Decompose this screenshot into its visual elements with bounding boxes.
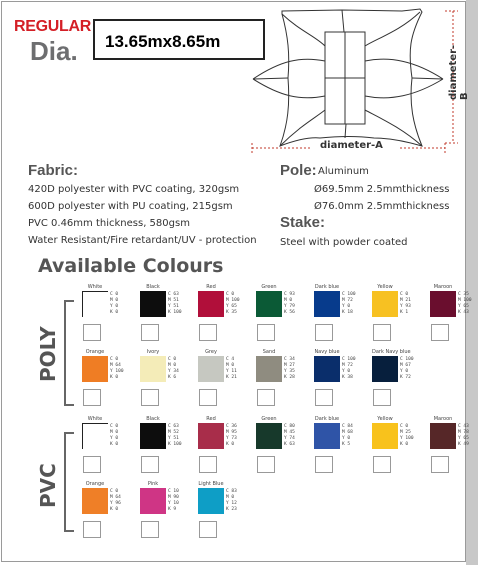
colour-swatch[interactable] — [82, 291, 108, 317]
colour-name: Sand — [262, 349, 276, 355]
fabric-title: Fabric: — [28, 162, 79, 179]
colour-swatch[interactable] — [372, 356, 398, 382]
colour-swatch[interactable] — [256, 291, 282, 317]
colour-name: Light Blue — [198, 481, 224, 487]
diameter-b-label: diameter-B — [448, 44, 470, 100]
colour-name: Red — [206, 416, 216, 422]
cmyk-values: C 0 M 0 Y 0 K 0 — [110, 292, 119, 315]
colour-name: Dark Navy blue — [372, 349, 411, 355]
cmyk-values: C 100 M 67 Y 0 K 72 — [400, 357, 414, 380]
colour-swatch[interactable] — [372, 423, 398, 449]
cmyk-values: C 10 M 90 Y 10 K 9 — [168, 489, 179, 512]
colour-swatch[interactable] — [256, 356, 282, 382]
cmyk-values: C 93 M 0 Y 79 K 56 — [284, 292, 295, 315]
colour-swatch[interactable] — [140, 488, 166, 514]
colour-checkbox[interactable] — [141, 456, 159, 473]
colour-checkbox[interactable] — [373, 389, 391, 406]
colour-name: Maroon — [433, 284, 453, 290]
stake-title: Stake: — [280, 214, 326, 231]
regular-badge: REGULAR — [14, 18, 92, 35]
colour-name: Grey — [205, 349, 217, 355]
pvc-bracket — [64, 432, 74, 532]
colour-name: Pink — [147, 481, 159, 487]
cmyk-values: C 0 M 21 Y 93 K 1 — [400, 292, 411, 315]
colour-checkbox[interactable] — [431, 456, 449, 473]
colour-name: Dark blue — [314, 284, 340, 290]
colour-name: Orange — [85, 481, 105, 487]
colour-checkbox[interactable] — [199, 389, 217, 406]
cmyk-values: C 100 M 72 Y 0 K 18 — [342, 292, 356, 315]
cmyk-values: C 4 M 0 Y 11 K 21 — [226, 357, 237, 380]
cmyk-values: C 83 M 0 Y 12 K 23 — [226, 489, 237, 512]
cmyk-values: C 84 M 68 Y 0 K 5 — [342, 424, 353, 447]
colour-name: Maroon — [433, 416, 453, 422]
cmyk-values: C 63 M 52 Y 51 K 100 — [168, 424, 182, 447]
colour-swatch[interactable] — [314, 423, 340, 449]
colour-name: White — [87, 284, 103, 290]
cmyk-values: C 80 M 45 Y 74 K 63 — [284, 424, 295, 447]
colour-swatch[interactable] — [372, 291, 398, 317]
colour-name: Orange — [85, 349, 105, 355]
pole-line-2: Ø76.0mm 2.5mmthickness — [314, 201, 450, 212]
pole-line-1: Ø69.5mm 2.5mmthickness — [314, 184, 450, 195]
colour-swatch[interactable] — [314, 356, 340, 382]
colour-name: Black — [146, 416, 160, 422]
colour-swatch[interactable] — [140, 423, 166, 449]
colour-checkbox[interactable] — [257, 456, 275, 473]
dimension-value: 13.65mx8.65m — [105, 32, 221, 51]
diameter-a-label: diameter-A — [320, 140, 383, 151]
cmyk-values: C 36 M 95 Y 73 K 0 — [226, 424, 237, 447]
colour-checkbox[interactable] — [83, 456, 101, 473]
dia-label: Dia. — [30, 36, 78, 66]
fabric-line-4: Water Resistant/Fire retardant/UV - protection — [28, 235, 257, 246]
poly-bracket — [64, 300, 74, 406]
stake-desc: Steel with powder coated — [280, 237, 408, 248]
colour-checkbox[interactable] — [257, 324, 275, 341]
pole-title: Pole: — [280, 162, 317, 179]
colour-name: Yellow — [377, 416, 393, 422]
cmyk-values: C 63 M 51 Y 51 K 100 — [168, 292, 182, 315]
fabric-line-1: 420D polyester with PVC coating, 320gsm — [28, 184, 240, 195]
colour-name: Red — [206, 284, 216, 290]
colour-checkbox[interactable] — [199, 456, 217, 473]
fabric-line-2: 600D polyester with PU coating, 215gsm — [28, 201, 233, 212]
colour-name: Green — [261, 284, 277, 290]
tent-diagram — [240, 6, 466, 156]
poly-label: POLY — [36, 326, 60, 382]
cmyk-values: C 0 M 0 Y 34 K 6 — [168, 357, 179, 380]
cmyk-values: C 0 M 100 Y 65 K 35 — [226, 292, 240, 315]
cmyk-values: C 100 M 72 Y 0 K 38 — [342, 357, 356, 380]
colour-name: Dark blue — [314, 416, 340, 422]
colour-swatch[interactable] — [314, 291, 340, 317]
colour-name: Yellow — [377, 284, 393, 290]
colour-name: Green — [261, 416, 277, 422]
cmyk-values: C 0 M 64 Y 100 K 0 — [110, 357, 124, 380]
colour-swatch[interactable] — [198, 356, 224, 382]
colour-checkbox[interactable] — [83, 324, 101, 341]
colour-swatch[interactable] — [430, 423, 456, 449]
colour-swatch[interactable] — [82, 488, 108, 514]
colour-swatch[interactable] — [256, 423, 282, 449]
cmyk-values: C 43 M 78 Y 65 K 49 — [458, 424, 469, 447]
colour-checkbox[interactable] — [373, 456, 391, 473]
colour-checkbox[interactable] — [141, 389, 159, 406]
colour-swatch[interactable] — [198, 423, 224, 449]
colour-swatch[interactable] — [198, 488, 224, 514]
colour-swatch[interactable] — [82, 423, 108, 449]
colour-checkbox[interactable] — [83, 389, 101, 406]
colour-checkbox[interactable] — [141, 521, 159, 538]
colour-swatch[interactable] — [140, 291, 166, 317]
colour-swatch[interactable] — [82, 356, 108, 382]
colour-swatch[interactable] — [198, 291, 224, 317]
colour-swatch[interactable] — [430, 291, 456, 317]
colours-title: Available Colours — [38, 255, 224, 277]
colour-checkbox[interactable] — [141, 324, 159, 341]
colour-checkbox[interactable] — [83, 521, 101, 538]
cmyk-values: C 0 M 25 Y 100 K 0 — [400, 424, 414, 447]
colour-checkbox[interactable] — [199, 324, 217, 341]
colour-checkbox[interactable] — [373, 324, 391, 341]
colour-checkbox[interactable] — [257, 389, 275, 406]
cmyk-values: C 34 M 27 Y 35 K 28 — [284, 357, 295, 380]
colour-checkbox[interactable] — [199, 521, 217, 538]
colour-checkbox[interactable] — [315, 456, 333, 473]
colour-name: White — [87, 416, 103, 422]
pvc-label: PVC — [36, 463, 60, 508]
pole-material: Aluminum — [318, 166, 369, 177]
cmyk-values: C 0 M 64 Y 96 K 0 — [110, 489, 121, 512]
cmyk-values: C 0 M 0 Y 0 K 0 — [110, 424, 119, 447]
colour-name: Black — [146, 284, 160, 290]
fabric-line-3: PVC 0.46mm thickness, 580gsm — [28, 218, 190, 229]
colour-checkbox[interactable] — [315, 324, 333, 341]
colour-checkbox[interactable] — [315, 389, 333, 406]
colour-name: Ivory — [146, 349, 160, 355]
colour-swatch[interactable] — [140, 356, 166, 382]
colour-name: Navy blue — [314, 349, 340, 355]
colour-checkbox[interactable] — [431, 324, 449, 341]
cmyk-values: C 35 M 100 Y 65 K 43 — [458, 292, 472, 315]
